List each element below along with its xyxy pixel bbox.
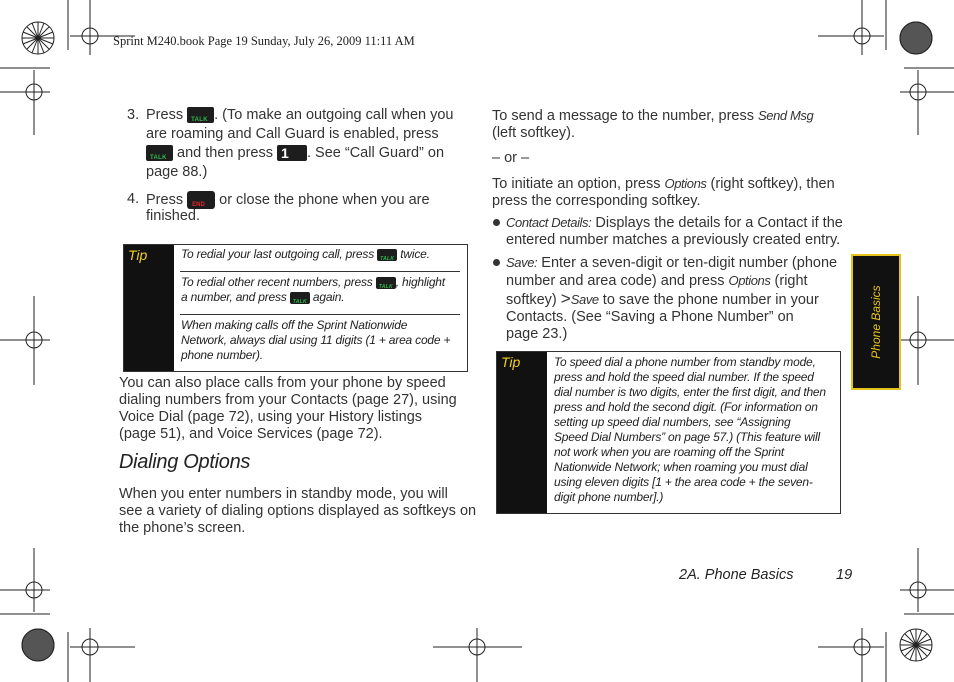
option-text: Enter a seven-digit or ten-digit number (phone bbox=[541, 255, 838, 271]
talk-key-icon: TALK bbox=[187, 107, 214, 123]
option-text: (right bbox=[774, 273, 808, 289]
send-message-paragraph bbox=[492, 107, 813, 142]
paragraph-text: (right softkey), then bbox=[710, 176, 835, 192]
crosshair-icon bbox=[900, 70, 954, 135]
paragraph-line: When you enter numbers in standby mode, you will bbox=[119, 486, 448, 502]
tip-text: press and hold the speed dial number. If the speed bbox=[554, 370, 814, 384]
tip-text: a number, and press bbox=[181, 290, 287, 304]
footer-page-number: 19 bbox=[836, 567, 853, 583]
paragraph-line: (page 51), and Voice Services (page 72). bbox=[119, 426, 383, 442]
page-header: Sprint M240.book Page 19 Sunday, July 26, 2009 11:11 AM bbox=[113, 34, 415, 48]
paragraph-line: dialing numbers from your Contacts (page 27), using bbox=[119, 392, 457, 408]
tip-text: Nationwide Network; when roaming you must dial bbox=[554, 460, 808, 474]
step-text: and then press bbox=[177, 145, 273, 161]
tip-text: To speed dial a phone number from standby mode, bbox=[554, 355, 816, 369]
step-text: are roaming and Call Guard is enabled, press bbox=[146, 126, 439, 142]
crosshair-icon bbox=[0, 296, 50, 385]
starburst-icon bbox=[22, 22, 54, 54]
dialing-options-paragraph bbox=[119, 486, 476, 537]
initiate-option-paragraph bbox=[492, 175, 835, 210]
step-number: 4. bbox=[127, 191, 140, 207]
starburst-icon bbox=[900, 22, 932, 54]
crosshair-icon bbox=[433, 628, 522, 682]
bullet-icon bbox=[493, 259, 500, 266]
starburst-icon bbox=[900, 629, 932, 661]
paragraph-text: To send a message to the number, press bbox=[492, 108, 754, 124]
tip-text: phone number). bbox=[181, 348, 263, 362]
softkey-label: Options bbox=[728, 273, 771, 288]
crosshair-icon bbox=[70, 628, 135, 682]
step-text: . See “Call Guard” on bbox=[307, 145, 445, 161]
tip-text: dial number is two digits, enter the first digit, and then bbox=[554, 385, 826, 399]
save-item bbox=[506, 254, 837, 343]
contact-details-item bbox=[506, 214, 843, 249]
end-key-icon: END bbox=[187, 191, 215, 209]
step-text: Press bbox=[146, 191, 184, 208]
option-text: to save the phone number in your bbox=[602, 292, 819, 308]
paragraph-text: press the corresponding softkey. bbox=[492, 193, 701, 209]
step-text: Press bbox=[146, 107, 184, 123]
side-tab-label: Phone Basics bbox=[869, 285, 883, 359]
paragraph-text: (left softkey). bbox=[492, 125, 575, 141]
talk-key-icon: TALK bbox=[146, 145, 173, 161]
tip-label: Tip bbox=[128, 247, 148, 263]
talk-key-icon: TALK bbox=[377, 249, 397, 261]
tip-text: When making calls off the Sprint Nationwide bbox=[181, 318, 408, 332]
option-label: Save: bbox=[506, 255, 538, 270]
menu-arrow: > bbox=[560, 289, 571, 308]
crosshair-icon bbox=[0, 70, 50, 135]
tip-text: To redial other recent numbers, press bbox=[181, 275, 373, 289]
softkey-label: Send Msg bbox=[758, 108, 814, 123]
tip-text: not work when you are roaming off the Sprint bbox=[554, 445, 784, 459]
step-text: page 88.) bbox=[146, 164, 208, 180]
one-key-icon: 1 bbox=[277, 145, 307, 161]
option-text: Displays the details for a Contact if the bbox=[595, 215, 843, 231]
section-side-tab bbox=[851, 254, 901, 390]
tip-divider bbox=[180, 314, 460, 315]
tip-text: Speed Dial Numbers” on page 57.) (This feature will bbox=[554, 430, 820, 444]
step-text: finished. bbox=[146, 208, 201, 224]
step-text: or close the phone when you are bbox=[219, 191, 430, 208]
option-text: softkey) bbox=[506, 292, 557, 308]
softkey-label: Save bbox=[570, 292, 599, 307]
bullet-icon bbox=[493, 219, 500, 226]
paragraph-line: You can also place calls from your phone by speed bbox=[119, 375, 446, 391]
option-text: page 23.) bbox=[506, 326, 568, 342]
tip-text: press and hold the second digit. (For information on bbox=[554, 400, 818, 414]
tip-text: To redial your last outgoing call, press bbox=[181, 247, 375, 261]
speed-dial-paragraph bbox=[119, 375, 457, 443]
tip-label: Tip bbox=[501, 354, 521, 370]
paragraph-line: see a variety of dialing options displayed as softkeys on bbox=[119, 503, 477, 519]
section-heading: Dialing Options bbox=[119, 451, 251, 473]
talk-key-icon: TALK bbox=[290, 292, 310, 304]
crosshair-icon bbox=[900, 296, 954, 385]
paragraph-text: To initiate an option, press bbox=[492, 176, 661, 192]
crosshair-icon bbox=[818, 0, 884, 55]
tip-text: digit phone number].) bbox=[554, 490, 664, 504]
tip-text: again. bbox=[312, 290, 345, 304]
paragraph-line: the phone’s screen. bbox=[119, 520, 246, 536]
option-text: Contacts. (See “Saving a Phone Number” on bbox=[506, 309, 794, 325]
starburst-icon bbox=[22, 629, 54, 661]
option-label: Contact Details: bbox=[506, 215, 592, 230]
tip-sidebar bbox=[124, 245, 174, 371]
tip-text: Network, always dial using 11 digits (1 + area code + bbox=[181, 333, 451, 347]
crosshair-icon bbox=[0, 548, 50, 612]
tip-text: twice. bbox=[400, 247, 430, 261]
softkey-label: Options bbox=[664, 176, 707, 191]
tip-box-right bbox=[496, 351, 841, 514]
tip-text: setting up speed dial numbers, see “Assigning bbox=[554, 415, 791, 429]
or-separator: – or – bbox=[492, 150, 530, 166]
tip-text: , highlight bbox=[395, 275, 445, 289]
option-text: entered number matches a previously created entry. bbox=[506, 232, 841, 248]
option-text: number and area code) and press bbox=[506, 273, 725, 289]
footer-section: 2A. Phone Basics bbox=[679, 567, 794, 583]
tip-text: using eleven digits [1 + the area code + the seven- bbox=[554, 475, 813, 489]
tip-divider bbox=[180, 271, 460, 272]
paragraph-line: Voice Dial (page 72), using your History listings bbox=[119, 409, 423, 425]
step-number: 3. bbox=[127, 107, 140, 123]
step-text: . (To make an outgoing call when you bbox=[214, 107, 454, 123]
talk-key-icon: TALK bbox=[376, 277, 396, 289]
tip-sidebar bbox=[497, 352, 547, 513]
crosshair-icon bbox=[818, 628, 884, 682]
crosshair-icon bbox=[900, 548, 954, 612]
tip-box-left bbox=[123, 244, 468, 372]
